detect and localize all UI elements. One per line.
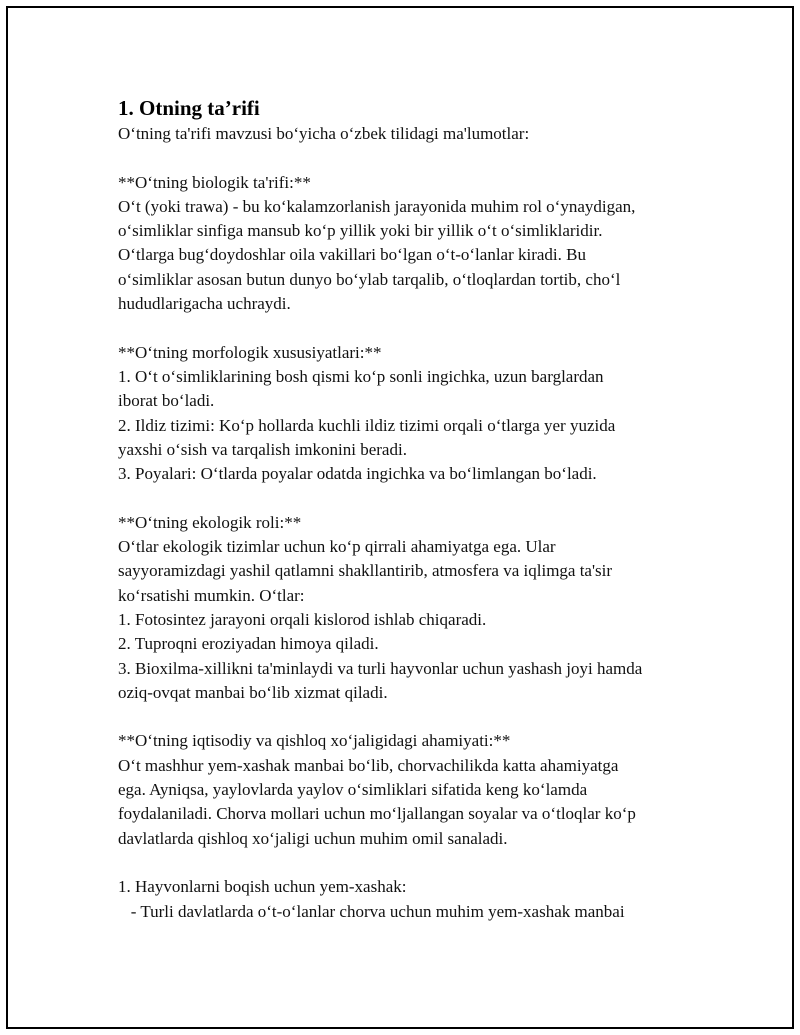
- section-block: [118, 875, 718, 924]
- text-line: ko‘rsatishi mumkin. O‘tlar:: [118, 585, 305, 605]
- text-line: foydalaniladi. Chorva mollari uchun mo‘ljallangan soyalar va o‘tloqlar ko‘p: [118, 804, 636, 824]
- section-heading: **O‘tning ekologik roli:**: [118, 512, 302, 532]
- section-block: [118, 171, 718, 317]
- document-body: [118, 94, 718, 924]
- text-line: davlatlarda qishloq xo‘jaligi uchun muhim omil sanaladi.: [118, 828, 508, 848]
- document-title: 1. Otning ta’rifi: [118, 96, 260, 120]
- text-line: hududlarigacha uchraydi.: [118, 294, 291, 314]
- text-line: 3. Poyalari: O‘tlarda poyalar odatda ingichka va bo‘limlangan bo‘ladi.: [118, 464, 597, 484]
- section-block: [118, 511, 718, 705]
- text-line: yaxshi o‘sish va tarqalish imkonini beradi.: [118, 439, 407, 459]
- section-block: [118, 729, 718, 850]
- text-line: 3. Bioxilma-xillikni ta'minlaydi va turli hayvonlar uchun yashash joyi hamda: [118, 658, 643, 678]
- text-line: - Turli davlatlarda o‘t-o‘lanlar chorva uchun muhim yem-xashak manbai: [118, 901, 625, 921]
- section-heading: **O‘tning biologik ta'rifi:**: [118, 172, 311, 192]
- text-line: 2. Ildiz tizimi: Ko‘p hollarda kuchli ildiz tizimi orqali o‘tlarga yer yuzida: [118, 415, 616, 435]
- sections-container: [118, 171, 718, 924]
- section-block: [118, 341, 718, 487]
- text-line: O‘t (yoki trawa) - bu ko‘kalamzorlanish jarayonida muhim rol o‘ynaydigan,: [118, 196, 636, 216]
- text-line: 1. Fotosintez jarayoni orqali kislorod ishlab chiqaradi.: [118, 609, 487, 629]
- text-line: o‘simliklar asosan butun dunyo bo‘ylab tarqalib, o‘tloqlardan tortib, cho‘l: [118, 269, 621, 289]
- text-line: O‘tlarga bug‘doydoshlar oila vakillari bo‘lgan o‘t-o‘lanlar kiradi. Bu: [118, 245, 586, 265]
- text-line: O‘t mashhur yem-xashak manbai bo‘lib, chorvachilikda katta ahamiyatga: [118, 755, 619, 775]
- text-line: 1. Hayvonlarni boqish uchun yem-xashak:: [118, 877, 407, 897]
- text-line: o‘simliklar sinfiga mansub ko‘p yillik yoki bir yillik o‘t o‘simliklaridir.: [118, 221, 603, 241]
- text-line: iborat bo‘ladi.: [118, 391, 215, 411]
- section-heading: **O‘tning morfologik xususiyatlari:**: [118, 342, 382, 362]
- text-line: sayyoramizdagi yashil qatlamni shakllantirib, atmosfera va iqlimga ta'sir: [118, 561, 613, 581]
- text-line: oziq-ovqat manbai bo‘lib xizmat qiladi.: [118, 682, 388, 702]
- text-line: ega. Ayniqsa, yaylovlarda yaylov o‘simliklari sifatida keng ko‘lamda: [118, 780, 588, 800]
- text-line: O‘tlar ekologik tizimlar uchun ko‘p qirrali ahamiyatga ega. Ular: [118, 537, 556, 557]
- intro-paragraph: O‘tning ta'rifi mavzusi bo‘yicha o‘zbek tilidagi ma'lumotlar:: [118, 124, 530, 143]
- section-heading: **O‘tning iqtisodiy va qishloq xo‘jaligidagi ahamiyati:**: [118, 731, 511, 751]
- text-line: 1. O‘t o‘simliklarining bosh qismi ko‘p sonli ingichka, uzun barglardan: [118, 366, 604, 386]
- text-line: 2. Tuproqni eroziyadan himoya qiladi.: [118, 634, 379, 654]
